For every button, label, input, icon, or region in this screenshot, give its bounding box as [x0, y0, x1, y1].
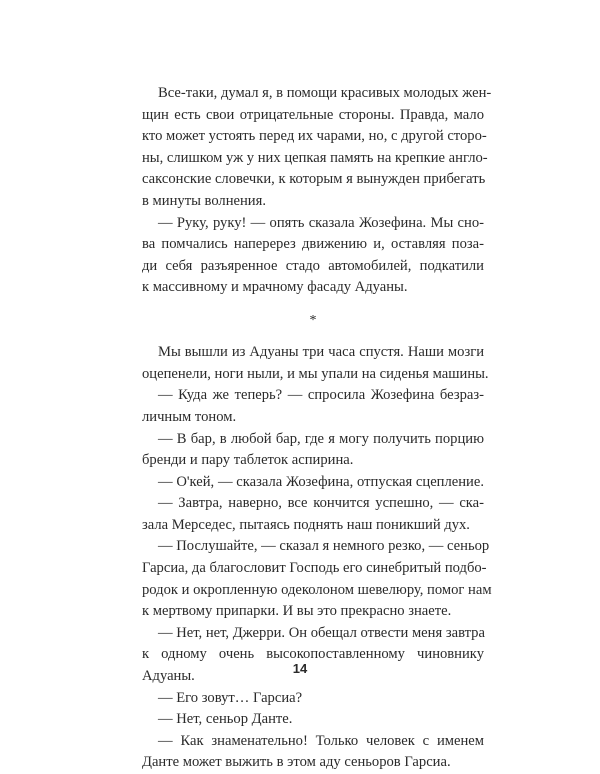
text-line: — Нет, сеньор Данте.	[158, 711, 293, 728]
text-line: Все-таки, думал я, в помощи красивых молодых жен-	[158, 85, 492, 101]
text-line: к одному очень высокопоставленному чиновнику	[142, 646, 484, 663]
text-line: — О'кей, — сказала Жозефина, отпуская сцепление.	[158, 473, 484, 490]
text-line: ны, слишком уж у них цепкая память на крепкие англо-	[142, 149, 488, 166]
text-line: — Руку, руку! — опять сказала Жозефина. Мы сно-	[158, 214, 484, 231]
text-line: Данте может выжить в этом аду сеньоров Гарсиа.	[142, 754, 451, 771]
text-line: ва помчались наперерез движению и, оставляя поза-	[142, 236, 484, 253]
text-line: Мы вышли из Адуаны три часа спустя. Наши мозги	[158, 344, 484, 361]
section-separator: *	[309, 312, 317, 328]
text-line: саксонские словечки, к которым я вынужден прибегать	[142, 171, 486, 188]
text-line: оцепенели, ноги ныли, и мы упали на сиденья машины.	[142, 365, 489, 382]
text-line: в минуты волнения.	[142, 192, 266, 209]
text-line: — Послушайте, — сказал я немного резко, — сеньор	[158, 538, 490, 555]
text-line: — Нет, нет, Джерри. Он обещал отвести меня завтра	[158, 624, 485, 641]
text-line: ди себя разъяренное стадо автомобилей, подкатили	[142, 257, 484, 274]
text-line: щин есть свои отрицательные стороны. Правда, мало	[142, 106, 484, 123]
text-line: — В бар, в любой бар, где я могу получить порцию	[158, 430, 484, 447]
page-number: 14	[292, 661, 308, 676]
text-line: Гарсиа, да благословит Господь его синебритый подбо-	[142, 560, 487, 577]
text-line: — Как знаменательно! Только человек с именем	[158, 732, 484, 749]
text-line: личным тоном.	[142, 408, 237, 425]
text-line: родок и окропленную одеколоном шевелюру, помог нам	[142, 581, 492, 598]
text-line: к массивному и мрачному фасаду Адуаны.	[142, 279, 408, 296]
text-line: — Завтра, наверно, все кончится успешно, — ска-	[158, 495, 484, 512]
text-line: — Его зовут… Гарсиа?	[158, 689, 303, 706]
text-line: Адуаны.	[142, 668, 195, 685]
text-line: кто может устоять перед их чарами, но, с другой сторо-	[142, 128, 487, 145]
text-line: зала Мерседес, пытаясь поднять наш поникший дух.	[142, 516, 470, 533]
text-line: — Куда же теперь? — спросила Жозефина безраз-	[158, 387, 484, 404]
text-line: к мертвому припарки. И вы это прекрасно знаете.	[142, 603, 452, 620]
text-line: бренди и пару таблеток аспирина.	[142, 452, 354, 469]
